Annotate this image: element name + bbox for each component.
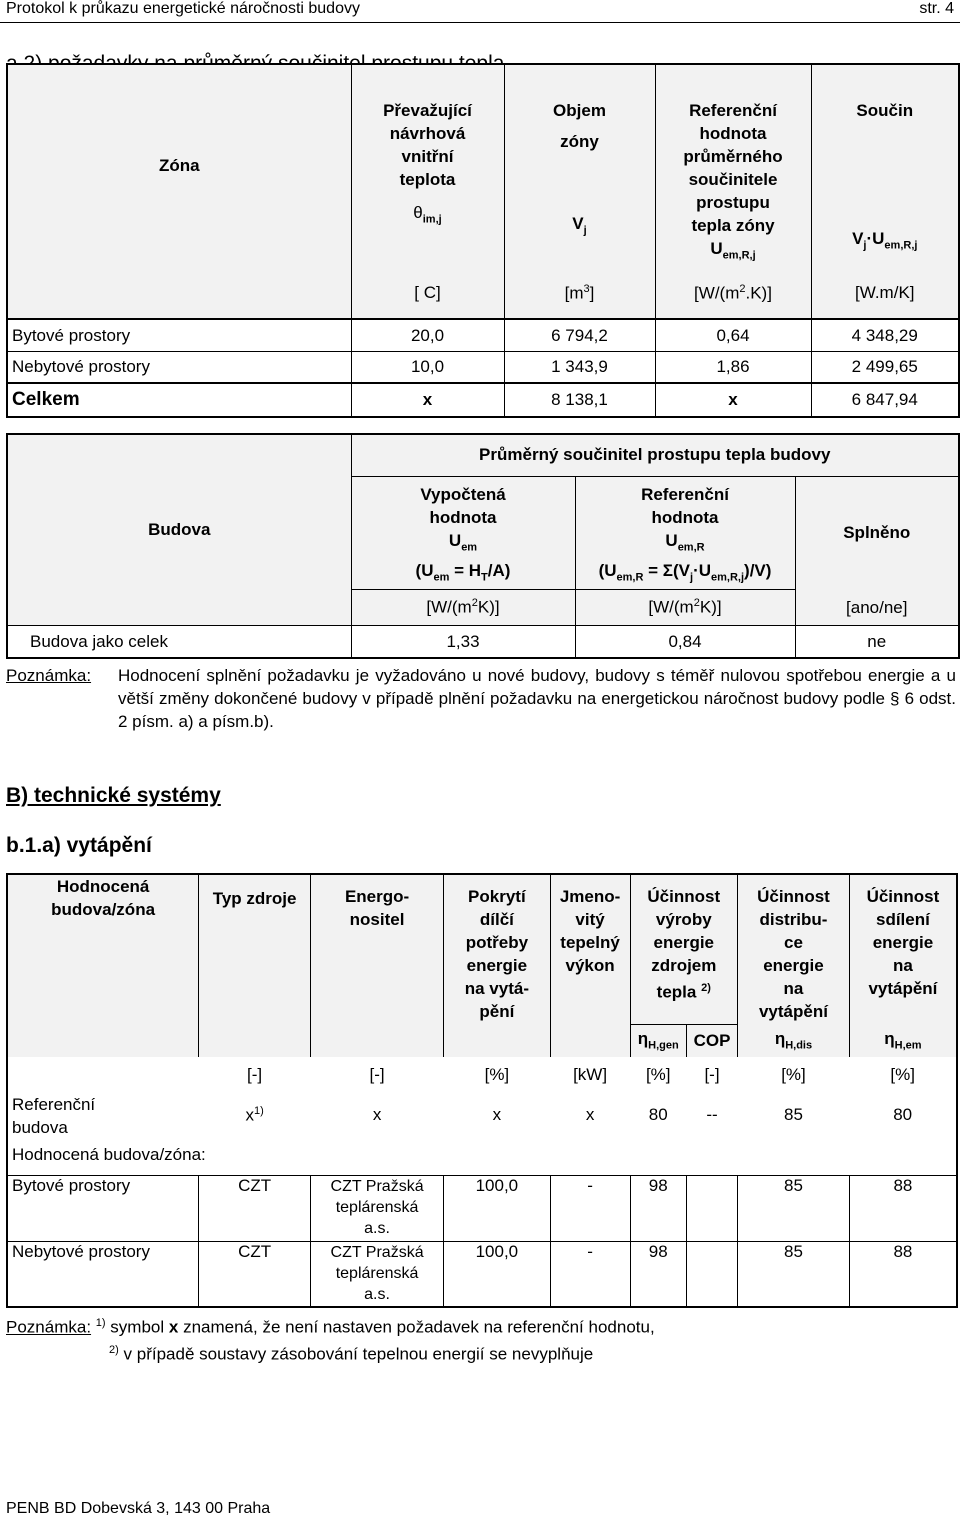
section-b1-title: b.1.a) vytápění	[6, 834, 152, 857]
carrier-cell: CZT Pražská teplárenská a.s.	[311, 1241, 444, 1307]
table-heating	[6, 873, 958, 1308]
col-power-header: Jmeno- vitý tepelný výkon	[550, 874, 630, 1057]
ref-unit: $[W/(m^2K)]$	[575, 590, 795, 626]
volume-unit: $[m^3]$	[504, 267, 655, 319]
col-zone-header: Zóna	[158, 156, 200, 176]
reference-row: Referenční budova $x^{1)}$ x x x 80 -- 85 80	[7, 1093, 957, 1145]
note-label: Poznámka:	[6, 1317, 92, 1337]
table-row: Nebytové prostory CZT CZT Pražská teplárenská a.s. 100,0 - 98 85 88	[7, 1241, 957, 1307]
col-emit-header: Účinnost sdílení energie na vytápění $\eta_{H,em}$	[849, 874, 957, 1057]
group-title: Průměrný součinitel prostupu tepla budovy	[351, 434, 959, 476]
table-total-row: Celkem x 8 138,1 x 6 847,94	[7, 383, 959, 417]
col-carrier-header: Energo- nositel	[311, 874, 444, 1057]
ref-building-label: Referenční budova	[12, 1095, 96, 1138]
section-b-title: B) technické systémy	[6, 784, 221, 807]
col-product-header: Součin $V_j\cdot U_{em,R,j}$	[811, 64, 959, 267]
col-source-header: Typ zdroje	[199, 874, 311, 1057]
product-unit: [W.m/K]	[811, 267, 959, 319]
section-a2-title: a.2) požadavky na průměrný součinitel prostupu tepla	[6, 52, 505, 75]
carrier-cell: CZT Pražská teplárenská a.s.	[311, 1175, 444, 1241]
units-row: [-] [-] [%] [kW] [%] [-] [%] [%]	[247, 1065, 915, 1085]
product-symbol: $V_j\cdot U_{em,R,j}$	[852, 229, 918, 252]
note-symbols: Poznámka: $^{1)}$ symbol x znamená, že není nastaven požadavek na referenční hodnotu, $^{2)}$ v případě soustavy zásobování tepelnou energií se nevyplňuje	[6, 1317, 655, 1364]
fulfilled-header: Splněno	[795, 476, 959, 590]
table-zone-requirements	[6, 63, 960, 418]
note-label: Poznámka:	[6, 666, 92, 685]
table-building-requirement	[6, 433, 960, 659]
evaluated-label: Hodnocená budova/zóna:	[12, 1145, 206, 1165]
table-row: Bytové prostory 20,0 6 794,2 0,64 4 348,29	[7, 319, 959, 351]
zone-name: Nebytové prostory	[7, 1241, 199, 1307]
calc-unit: $[W/(m^2K)]$	[351, 590, 575, 626]
zone-name: Bytové prostory	[7, 1175, 199, 1241]
note-requirement	[6, 664, 958, 731]
col-gen-header: Účinnost výroby energie zdrojem tepla $^{2)}$	[630, 874, 738, 1025]
col-ref-header: Referenční hodnota průměrného součinitele prostupu tepla zóny $U_{em,R,j}$	[655, 64, 811, 267]
page-footer: PENB BD Dobevská 3, 143 00 Praha	[6, 1500, 271, 1517]
building-label: Budova jako celek	[7, 626, 351, 658]
page-header	[0, 0, 960, 24]
table-row: Nebytové prostory 10,0 1 343,9 1,86 2 499,65	[7, 351, 959, 383]
fulfilled-unit: [ano/ne]	[795, 590, 959, 626]
sym-gen: $\eta_{H,gen}$	[630, 1025, 686, 1058]
ref-header: Referenční hodnota $U_{em,R}$ $(U_{em,R} = \Sigma(V_j\cdot U_{em,R,j})/V)$	[575, 476, 795, 590]
temp-symbol: $\theta_{im,j}$	[413, 203, 442, 226]
calc-header: Vypočtená hodnota $U_{em}$ $(U_{em} = H_T/A)$	[351, 476, 575, 590]
header-divider	[0, 22, 960, 23]
ref-symbol: $U_{em,R,j}$	[710, 239, 756, 262]
note-text: Hodnocení splnění požadavku je vyžadováno u nové budovy, budovy s téměř nulovou spotřebou energie a u větší změny dokončené budovy v případě plnění požadavku na energetickou náročnost budovy podle § 6 odst. 2 písm. a) a písm.b).	[118, 666, 956, 731]
volume-symbol: $V_j$	[572, 214, 587, 237]
col-dist-header: Účinnost distribu- ce energie na vytápění $\eta_{H,dis}$	[738, 874, 850, 1057]
page-number: str. 4	[919, 0, 954, 17]
col-building-header: Budova	[7, 434, 351, 626]
zone-name: Bytové prostory	[7, 319, 351, 351]
document-title: Protokol k průkazu energetické náročnosti budovy	[6, 0, 360, 17]
total-label: Celkem	[7, 383, 351, 417]
table-row: Bytové prostory CZT CZT Pražská teplárenská a.s. 100,0 - 98 85 88	[7, 1175, 957, 1241]
col-coverage-header: Pokrytí dílčí potřeby energie na vytá- pění	[444, 874, 551, 1057]
sym-cop: COP	[686, 1025, 737, 1058]
col-temp-header: Převažující návrhová vnitřní teplota $\theta_{im,j}$	[351, 64, 504, 267]
zone-name: Nebytové prostory	[7, 351, 351, 383]
col-volume-header: Objem zóny $V_j$	[504, 64, 655, 267]
temp-unit: [ C]	[351, 267, 504, 319]
ref-unit: $[W/(m^2.K)]$	[655, 267, 811, 319]
table-row: Budova jako celek 1,33 0,84 ne	[7, 626, 959, 658]
col-building-header: Hodnocená budova/zóna	[7, 874, 199, 1057]
